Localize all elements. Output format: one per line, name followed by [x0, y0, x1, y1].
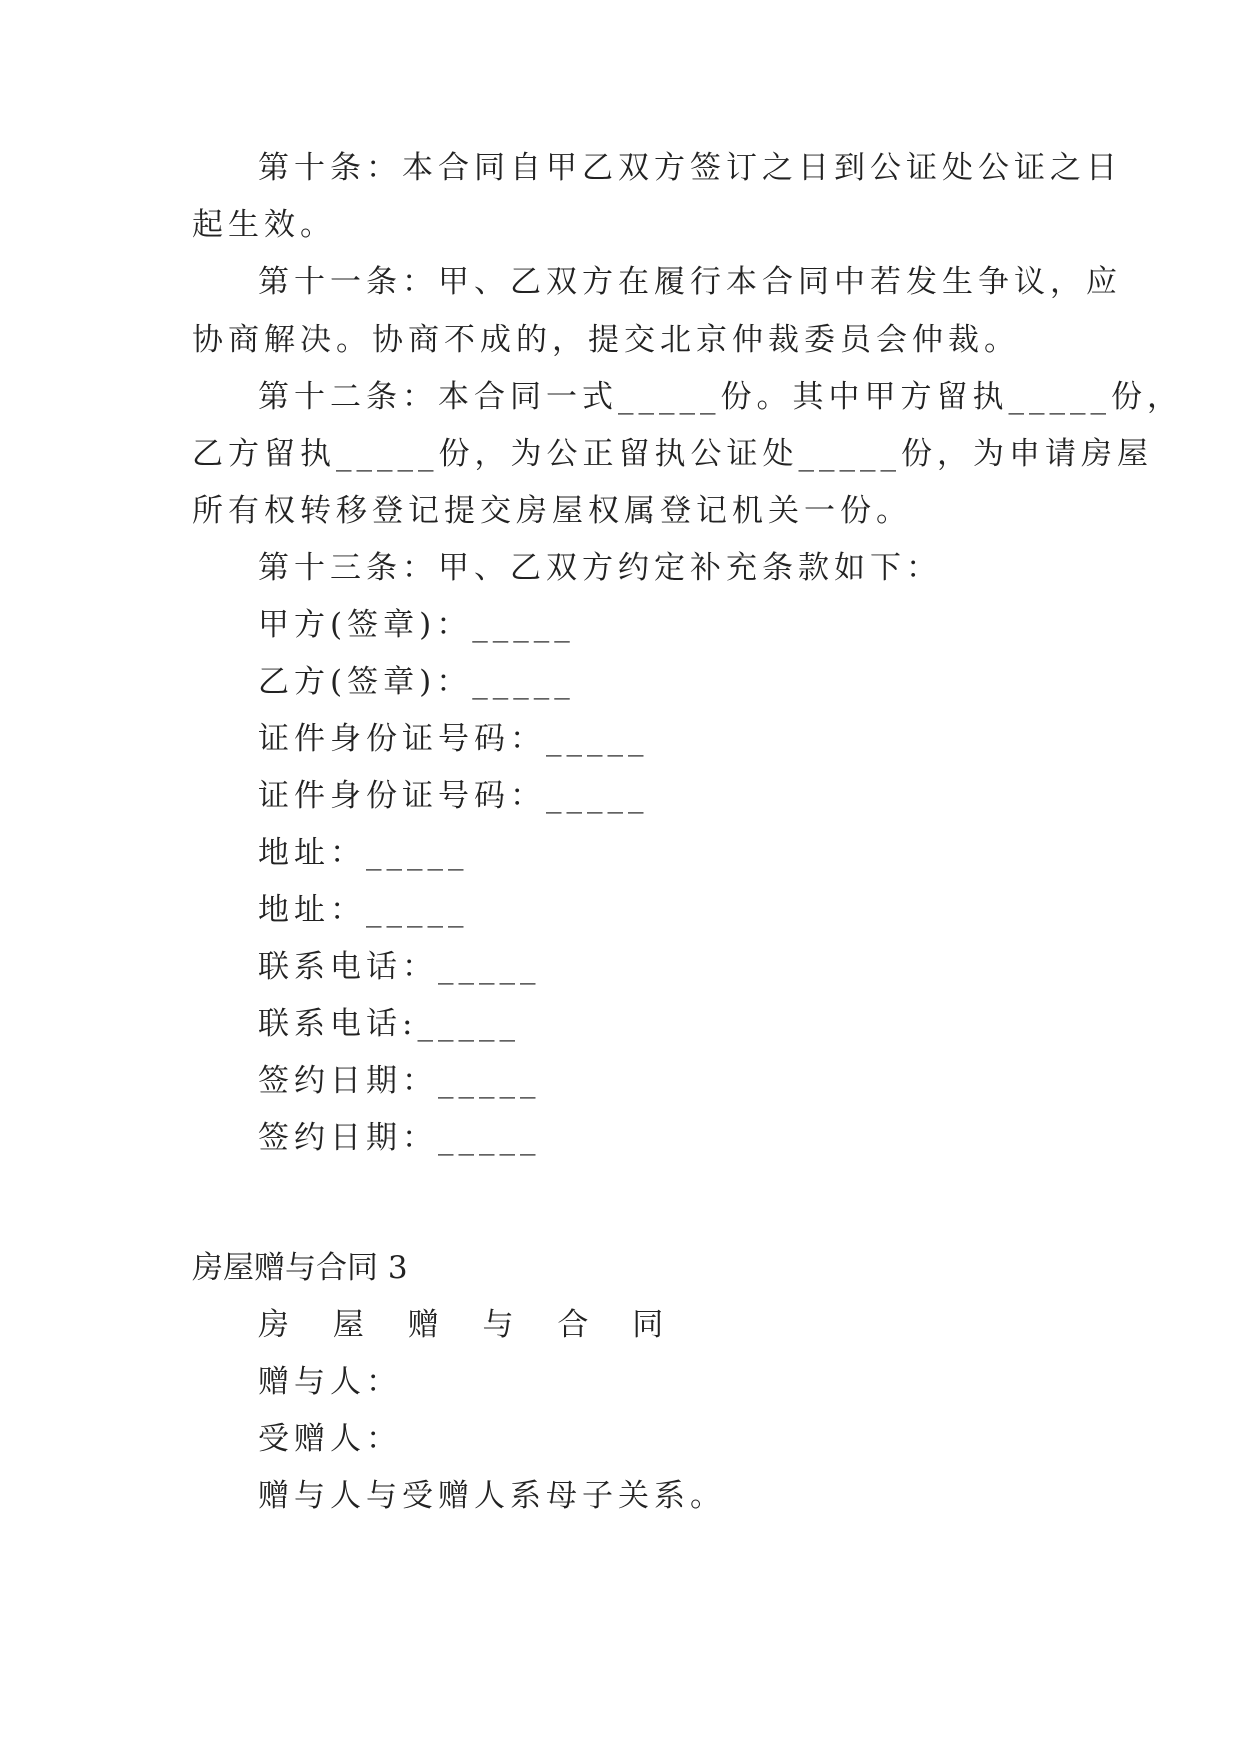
article-11-line-1: 第十一条：甲、乙双方在履行本合同中若发生争议，应	[258, 264, 1122, 300]
section-heading: 房屋赠与合同 3	[192, 1250, 408, 1286]
donor-label: 赠与人：	[258, 1364, 402, 1400]
id-number-2: 证件身份证号码：_____	[258, 778, 649, 814]
article-10-line-2: 起生效。	[192, 207, 336, 243]
id-number-1: 证件身份证号码：_____	[258, 721, 649, 757]
article-12-line-1: 第十二条：本合同一式_____份。其中甲方留执_____份，	[258, 379, 1183, 415]
donee-label: 受赠人：	[258, 1421, 402, 1457]
article-10-line-1: 第十条：本合同自甲乙双方签订之日到公证处公证之日	[258, 150, 1122, 186]
party-a-signature: 甲方(签章)：_____	[258, 607, 575, 643]
article-11-line-2: 协商解决。协商不成的，提交北京仲裁委员会仲裁。	[192, 322, 1020, 358]
article-13: 第十三条：甲、乙双方约定补充条款如下：	[258, 550, 942, 586]
sign-date-1: 签约日期：_____	[258, 1063, 541, 1099]
relationship-statement: 赠与人与受赠人系母子关系。	[258, 1478, 726, 1514]
address-1: 地址：_____	[258, 835, 469, 871]
phone-1: 联系电话：_____	[258, 949, 541, 985]
phone-2: 联系电话:_____	[258, 1006, 520, 1042]
address-2: 地址：_____	[258, 892, 469, 928]
party-b-signature: 乙方(签章)：_____	[258, 664, 575, 700]
article-12-line-2: 乙方留执_____份，为公正留执公证处_____份，为申请房屋	[192, 436, 1153, 472]
sign-date-2: 签约日期：_____	[258, 1120, 541, 1156]
article-12-line-3: 所有权转移登记提交房屋权属登记机关一份。	[192, 493, 912, 529]
contract-title: 房 屋 赠 与 合 同	[258, 1307, 681, 1343]
